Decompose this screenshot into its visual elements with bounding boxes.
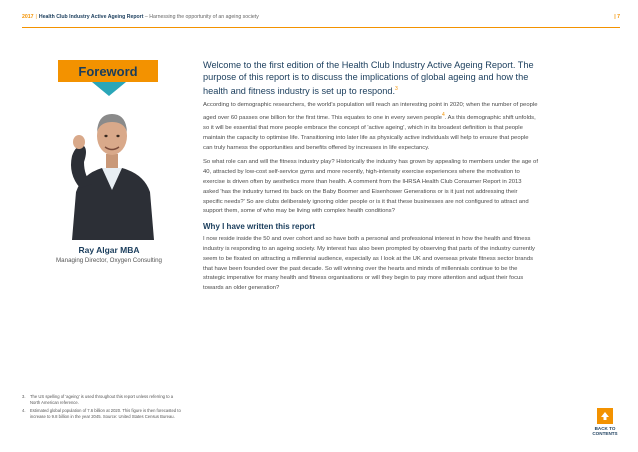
back-to-label: BACK TO [594,426,616,431]
header-title: Health Club Industry Active Ageing Report [38,14,144,20]
author-photo [62,92,162,240]
contents-label: CONTENTS [592,431,618,437]
header-subtitle: – Harnessing the opportunity of an ageing society [144,14,259,20]
author-role: Managing Director, Oxygen Consulting [56,257,162,264]
intro-paragraph: Welcome to the first edition of the Health Club Industry Active Ageing Report. The purpose of this report is to discuss the implications of global ageing and how the health and fitness industry is set up to respond.$^3$ [203,60,534,96]
page-header [22,14,620,26]
footnote-item: 3. The US spelling of 'ageing' is used throughout this report unless referring to a North American reference. [22,394,174,405]
section-heading: Why I have written this report [203,222,316,232]
footnotes [22,394,182,422]
author-name: Ray Algar MBA [78,245,140,255]
footnote-ref-3: 3 [395,85,398,92]
paragraph-demographics: According to demographic researchers, the world's population will reach an interesting point in 2020; when the number of people aged over 60 passes one billion for the first time. This equates to one in every seven people$^4$. As this demographic shift unfolds, so it will be essential that more people embrace the concept of 'active ageing', which in its broadest definition is that people maintain the capacity to optimise life. Transitioning into later life as physically active individuals will help to ensure that people can truly harness the opportunities and benefits offered by increases in life expectancy. [203,102,538,151]
back-to-contents-button[interactable] [590,408,620,437]
paragraph-motivation: I now reside inside the 50 and over cohort and so have both a personal and professional interest in how the health and fitness industry is responding to an ageing society. My interest has also been prompted by observing that parts of the industry currently seem to be fixated on attracting a millennial audience, especially as I look at the UK and overseas private fitness sector brands that have been founded over the past decade. So will winning over the hearts and minds of millennials continue to be the strategic imperative for many health and fitness organisations or will they begin to pay more attention and adjust their focus towards an older generation? [203,236,535,292]
up-arrow-icon [597,408,613,424]
header-year: 2017 [22,14,34,20]
header-divider [22,27,620,28]
footnote-ref-4: 4 [441,112,445,119]
header-separator: | [35,14,37,20]
foreword-badge: Foreword [58,60,158,82]
paragraph-industry-role: So what role can and will the fitness industry play? Historically the industry has grown by appealing to members under the age of 40, attracted by low-cost self-service gyms and more recently, high-intensity exercise experiences where the motivation to exercise is driven often by aesthetics more than health. A comment from the IHRSA Health Club Consumer Report in 2013 asked 'has the industry turned its back on the Baby Boomer and Eisenhower Generations or is it just not addressing their specific needs?' So are clubs deliberately ignoring older people or is it that these businesses are not configured to attract and support them, some of who may be living with complex health conditions? [203,159,538,215]
footnote-item: 4. Estimated global population of 7.6 billion at 2020. This figure is then forecasted to increase to 9.8 billion in the year 2045. Source: United States Census Bureau. [22,408,181,419]
foreword-body [203,60,538,299]
page-number: | 7 [614,14,620,20]
